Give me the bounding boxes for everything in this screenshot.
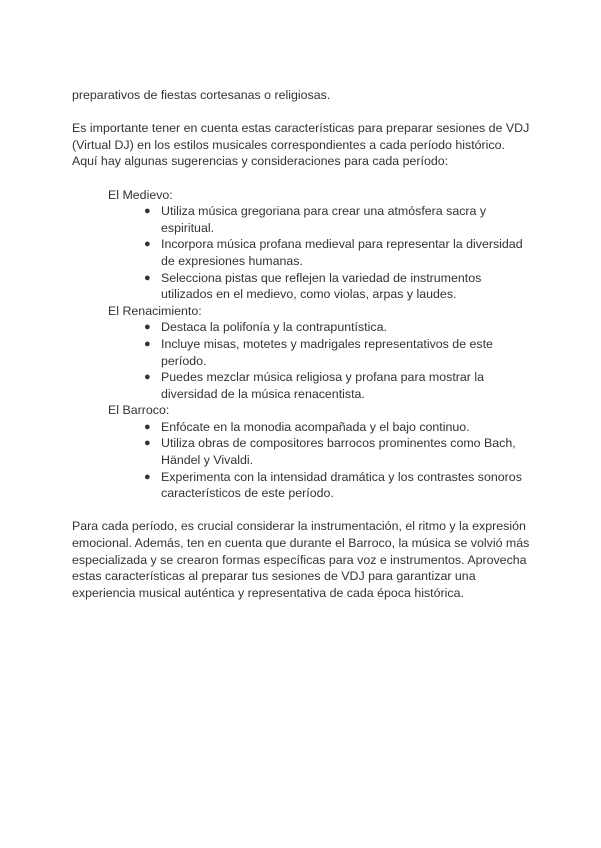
list-item — [144, 469, 532, 502]
list-item-text: Incluye misas, motetes y madrigales representativos de este período. — [161, 336, 493, 368]
section-medievo — [108, 187, 532, 303]
list-item-text: Utiliza música gregoriana para crear una atmósfera sacra y espiritual. — [161, 204, 487, 235]
section-barroco — [108, 402, 532, 502]
list-item — [144, 270, 532, 303]
list-item-text: Incorpora música profana medieval para representar la diversidad de expresiones humanas. — [161, 237, 523, 268]
intro-fragment: preparativos de fiestas cortesanas o religiosas. — [72, 88, 331, 102]
bullet-list — [108, 203, 532, 303]
bullet-icon: ● — [144, 337, 151, 350]
list-item — [144, 419, 532, 436]
section-title: El Renacimiento: — [108, 303, 202, 318]
paragraph-2: Para cada período, es crucial considerar la instrumentación, el ritmo y la expresión emocional. Además, ten en cuenta que durante el Barroco, la música se volvió más especializada y se crearon formas específicas para voz e instrumentos. Aprovecha estas características al preparar tus sesiones de VDJ para garantizar una experiencia musical auténtica y representativa de cada época histórica. — [72, 519, 530, 600]
bullet-icon: ● — [144, 205, 151, 218]
document-page — [72, 87, 532, 601]
list-item — [144, 369, 532, 402]
bullet-icon: ● — [144, 271, 151, 284]
list-item — [144, 319, 532, 336]
list-item — [144, 336, 532, 369]
bullet-icon: ● — [144, 470, 151, 483]
section-title: El Barroco: — [108, 403, 170, 418]
list-item-text: Selecciona pistas que reflejen la variedad de instrumentos utilizados en el medievo, como violas, arpas y laudes. — [161, 270, 482, 302]
bullet-icon: ● — [144, 238, 151, 251]
bullet-list — [108, 319, 532, 402]
list-item-text: Enfócate en la monodia acompañada y el bajo continuo. — [161, 419, 470, 434]
bullet-icon: ● — [144, 321, 151, 334]
list-item — [144, 203, 532, 236]
paragraph-gap — [72, 104, 532, 121]
list-item — [144, 435, 532, 468]
list-item-text: Puedes mezclar música religiosa y profana para mostrar la diversidad de la música renacentista. — [161, 370, 484, 401]
list-item — [144, 236, 532, 269]
list-item-text: Destaca la polifonía y la contrapuntística. — [161, 320, 387, 335]
bullet-list — [108, 419, 532, 502]
section-renacimiento — [108, 303, 532, 403]
paragraph-gap — [72, 502, 532, 519]
paragraph-1: Es importante tener en cuenta estas características para preparar sesiones de VDJ (Virtual DJ) en los estilos musicales correspondientes a cada período histórico. Aquí hay algunas sugerencias y consideraciones para cada período: — [72, 121, 530, 169]
bullet-icon: ● — [144, 420, 151, 433]
section-title: El Medievo: — [108, 187, 173, 202]
bullet-icon: ● — [144, 437, 151, 450]
paragraph-gap — [72, 170, 532, 187]
list-item-text: Utiliza obras de compositores barrocos prominentes como Bach, Händel y Vivaldi. — [161, 436, 516, 468]
bullet-icon: ● — [144, 371, 151, 384]
list-item-text: Experimenta con la intensidad dramática y los contrastes sonoros característicos de este período. — [161, 469, 522, 501]
